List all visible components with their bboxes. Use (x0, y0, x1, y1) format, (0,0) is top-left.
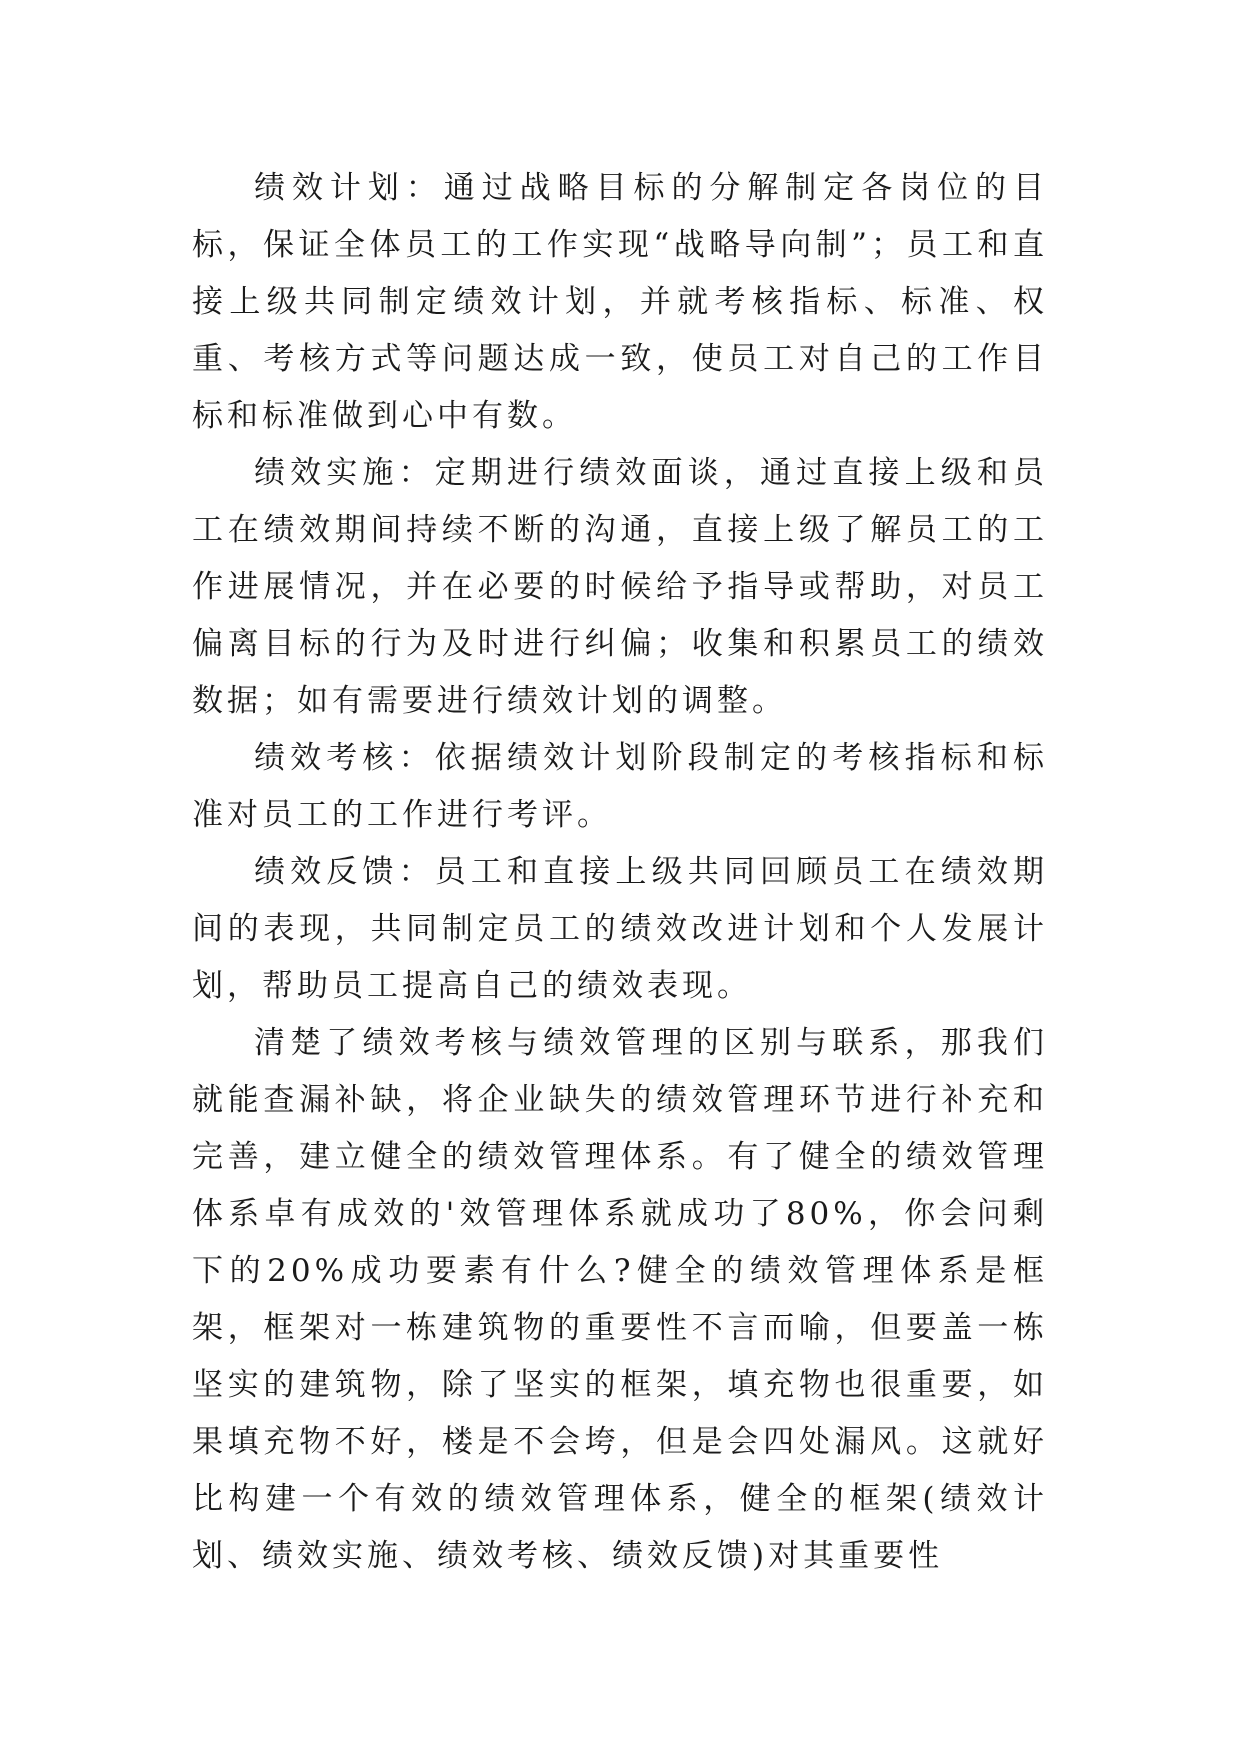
paragraph-performance-feedback: 绩效反馈：员工和直接上级共同回顾员工在绩效期间的表现，共同制定员工的绩效改进计划和个人发展计划，帮助员工提高自己的绩效表现。 (192, 854, 1048, 1004)
paragraph-performance-implementation: 绩效实施：定期进行绩效面谈，通过直接上级和员工在绩效期间持续不断的沟通，直接上级了解员工的工作进展情况，并在必要的时候给予指导或帮助，对员工偏离目标的行为及时进行纠偏；收集和积累员工的绩效数据；如有需要进行绩效计划的调整。 (192, 455, 1048, 719)
document-body (192, 160, 1048, 1585)
paragraph-management-system: 清楚了绩效考核与绩效管理的区别与联系，那我们就能查漏补缺，将企业缺失的绩效管理环节进行补充和完善，建立健全的绩效管理体系。有了健全的绩效管理体系卓有成效的'效管理体系就成功了80%，你会问剩下的20%成功要素有什么?健全的绩效管理体系是框架，框架对一栋建筑物的重要性不言而喻，但要盖一栋坚实的建筑物，除了坚实的框架，填充物也很重要，如果填充物不好，楼是不会垮，但是会四处漏风。这就好比构建一个有效的绩效管理体系，健全的框架(绩效计划、绩效实施、绩效考核、绩效反馈)对其重要性 (192, 1025, 1048, 1574)
paragraph-performance-appraisal: 绩效考核：依据绩效计划阶段制定的考核指标和标准对员工的工作进行考评。 (192, 740, 1048, 833)
paragraph-performance-plan: 绩效计划：通过战略目标的分解制定各岗位的目标，保证全体员工的工作实现“战略导向制”；员工和直接上级共同制定绩效计划，并就考核指标、标准、权重、考核方式等问题达成一致，使员工对自己的工作目标和标准做到心中有数。 (192, 170, 1048, 434)
